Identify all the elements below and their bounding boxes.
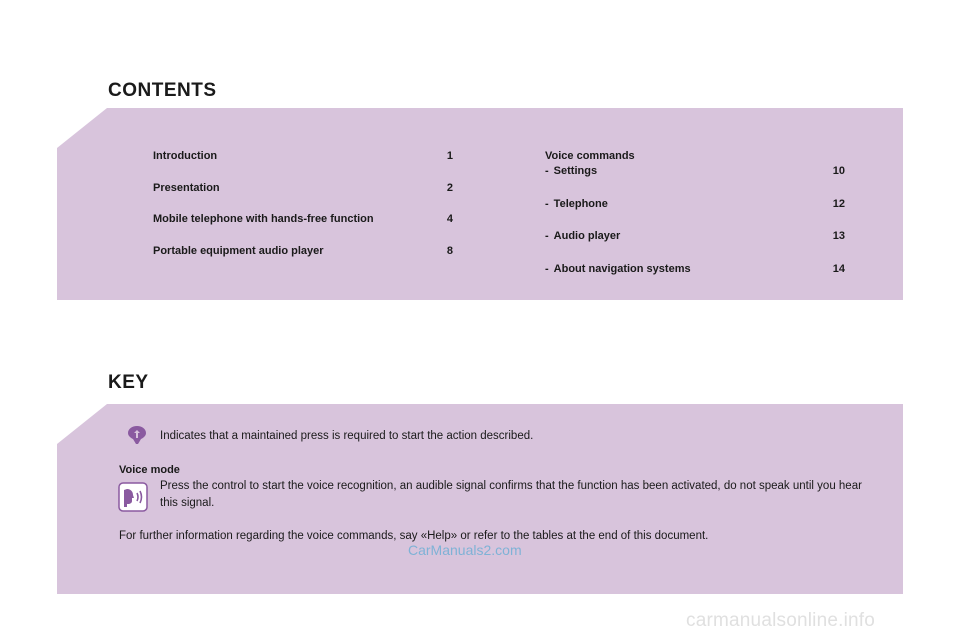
toc-entry[interactable] — [153, 213, 453, 245]
toc-entry-page: 1 — [446, 150, 453, 162]
key-heading: KEY — [108, 372, 149, 393]
toc-dash: - — [545, 262, 549, 275]
toc-entry[interactable] — [153, 182, 453, 214]
toc-entry-label: About navigation systems — [553, 262, 691, 275]
toc-entry-page: 10 — [832, 165, 845, 177]
toc-entry-page: 14 — [832, 262, 845, 275]
contents-heading: CONTENTS — [108, 80, 217, 101]
carmanuals-watermark: CarManuals2.com — [408, 542, 522, 558]
toc-entry[interactable] — [545, 165, 845, 198]
toc-entry[interactable] — [545, 198, 845, 231]
toc-entry[interactable] — [545, 263, 845, 296]
toc-entry-page: 8 — [446, 244, 453, 257]
toc-entry[interactable] — [153, 150, 453, 182]
toc-entry-label: Introduction — [153, 150, 218, 162]
voice-mode-label: Voice mode — [119, 464, 180, 476]
maintained-press-icon — [126, 424, 148, 446]
toc-left-column — [153, 150, 453, 276]
toc-entry[interactable] — [545, 230, 845, 263]
toc-dash: - — [545, 165, 549, 177]
toc-entry-page: 12 — [832, 197, 845, 210]
toc-entry-label: Presentation — [153, 181, 220, 194]
toc-group-title: Voice commands — [545, 150, 635, 162]
further-information-text: For further information regarding the voice commands, say «Help» or refer to the tables at the end of this document. — [119, 530, 709, 542]
toc-right-column — [545, 150, 845, 295]
toc-entry-label: Settings — [553, 165, 598, 177]
toc-entry-page: 2 — [446, 181, 453, 194]
site-watermark: carmanualsonline.info — [686, 610, 876, 631]
toc-dash: - — [545, 197, 549, 210]
toc-entry-label: Mobile telephone with hands-free function — [153, 213, 374, 225]
toc-entry-page: 4 — [446, 213, 453, 225]
toc-entry[interactable] — [153, 245, 453, 277]
toc-entry-label: Portable equipment audio player — [153, 244, 324, 257]
toc-dash: - — [545, 230, 549, 242]
maintained-press-description: Indicates that a maintained press is required to start the action described. — [160, 430, 534, 442]
voice-mode-icon — [118, 482, 148, 512]
toc-entry-label: Telephone — [553, 197, 608, 210]
voice-mode-description: Press the control to start the voice recognition, an audible signal confirms that the function has been activated, do not speak until you hear this signal. — [160, 480, 862, 509]
toc-entry-label: Audio player — [553, 230, 621, 242]
toc-entry-page: 13 — [832, 230, 845, 242]
